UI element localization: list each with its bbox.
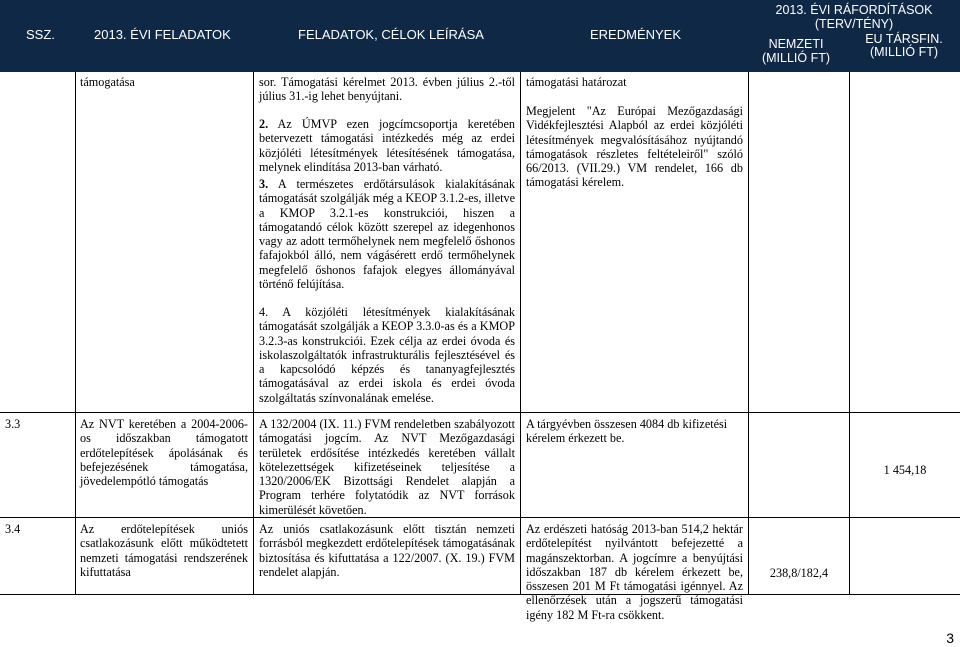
row34-desc: Az uniós csatlakozásunk előtt tisztán nemzeti forrásból megkezdett erdőtelepítések támogatásának biztosítása és kifuttatása a 122/2007. (X. 19.) FVM rendelet alapján. — [259, 522, 515, 579]
row33-ssz: 3.3 — [5, 417, 21, 431]
col-divider — [253, 72, 254, 594]
row34-ssz: 3.4 — [5, 522, 21, 536]
row34-national-cost: 238,8/182,4 — [769, 566, 829, 580]
col-divider — [520, 72, 521, 594]
header-ssz: SSZ. — [26, 27, 55, 42]
row2-desc: 4. A közjóléti létesítmények kialakításának támogatását szolgálják a KEOP 3.3.0-as és a KMOP 3.2.3-as konstrukciói. Ezek célja az erdei óvoda és iskolaszolgáltatók infrastrukturális fejlesztésével és a kapcsolódó képzés és tananyagfejlesztés támogatásával az erdei iskola és erdei óvoda szolgáltatás színvonalának emelése. — [259, 305, 515, 405]
table-bottom — [0, 594, 960, 595]
row34-task: Az erdőtelepítések uniós csatlakozásunk előtt működtetett nemzeti támogatási rendszerének kifuttatása — [80, 522, 248, 579]
table-header — [0, 0, 960, 72]
row34-result: Az erdészeti hatóság 2013-ban 514,2 hektár erdőtelepítést nyilvántott befejezetté a magánszektorban. A jogcímre a benyújtási időszakban 187 db kérelem érkezett be, összesen 201 M Ft támogatási igénnyel. Az ellenőrzések után a jogszerű támogatási igény 182 M Ft-ra csökkent. — [526, 522, 743, 622]
header-description: FELADATOK, CÉLOK LEÍRÁSA — [298, 27, 484, 42]
row1-task: támogatása — [80, 75, 135, 89]
header-national: NEMZETI (MILLIÓ FT) — [761, 37, 831, 65]
row1-desc-a: sor. Támogatási kérelmet 2013. évben július 2.-től július 31.-ig lehet benyújtani. — [259, 75, 515, 104]
row33-result: A tárgyévben összesen 4084 db kifizetési kérelem érkezett be. — [526, 417, 728, 446]
row1-desc-b: 2. Az ÚMVP ezen jogcímcsoportja keretében betervezett támogatási intézkedés még az erdei közjóléti létesítmények létesítésének támogatása, melynek elindítása 2013-ban várható. — [259, 117, 515, 174]
row1-desc-c: 3. A természetes erdőtársulások kialakításának támogatását szolgálják még a KEOP 3.1.2-es, illetve a KMOP 3.2.1-es konstrukciói, hiszen a támogatandó célok között szerepel az idegenhonos vagy az adott termőhelynek nem megfelelő őshonos fafajokból álló, nem vágásérett erdő termőhelynek megfelelő őshonos fafajok elegyes állományával történő felújítása. — [259, 177, 515, 292]
row1-result-a: támogatási határozat — [526, 75, 627, 89]
row33-desc: A 132/2004 (IX. 11.) FVM rendeletben szabályozott támogatási jogcím. Az NVT Mezőgazdasági területek erdősítése intézkedés keretében vállalt kötelezettségek kifizetéseinek teljesítése a 1320/2006/EK Bizottsági Rendelet alapján a Program terhére folytatódik az NVT források kimerülését követően. — [259, 417, 515, 517]
col-divider — [748, 72, 749, 594]
row33-task: Az NVT keretében a 2004-2006-os időszakban támogatott erdőtelepítések ápolásának és befejezésének támogatása, jövedelempótló támogatás — [80, 417, 248, 489]
row1-result-b: Megjelent "Az Európai Mezőgazdasági Vidékfejlesztési Alapból az erdei közjóléti létesítmények megvalósításához nyújtandó támogatások részletes feltételeiről" szóló 66/2013. (VII.29.) VM rendelet, 166 db támogatási kérelem. — [526, 104, 743, 190]
header-results: EREDMÉNYEK — [590, 27, 682, 42]
header-tasks: 2013. ÉVI FELADATOK — [94, 27, 231, 42]
col-divider — [849, 72, 850, 594]
col-divider — [75, 72, 76, 594]
row-divider — [0, 412, 960, 413]
header-costs: 2013. ÉVI RÁFORDÍTÁSOK (TERV/TÉNY) — [775, 3, 933, 31]
row33-eu-cost: 1 454,18 — [883, 463, 927, 477]
header-eu: EU TÁRSFIN. (MILLIÓ FT) — [865, 32, 943, 59]
row-divider — [0, 517, 960, 518]
page-number: 3 — [946, 630, 954, 646]
